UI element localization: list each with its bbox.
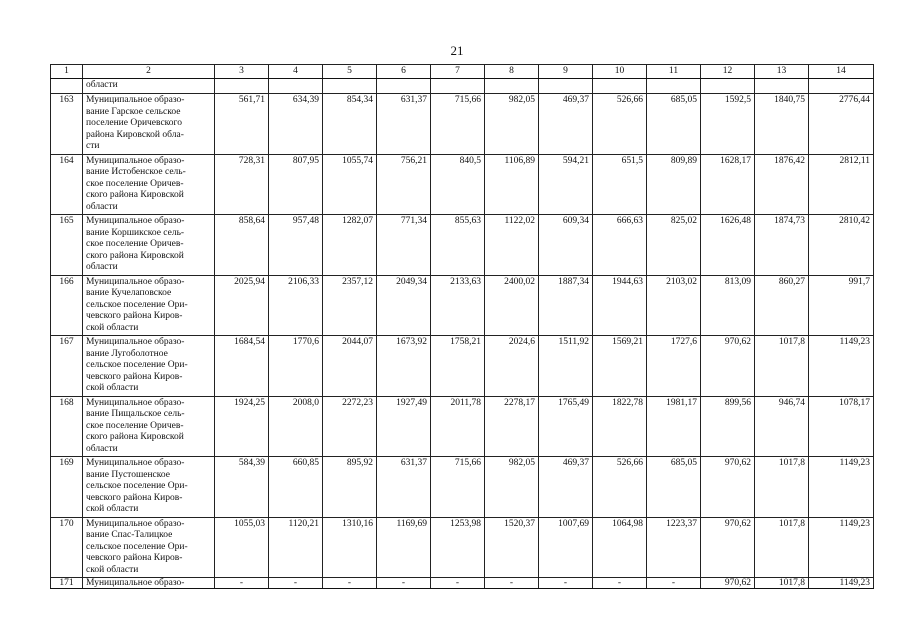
table-row bbox=[51, 578, 874, 589]
value-cell-col-5: 1310,16 bbox=[323, 517, 377, 578]
column-header-14: 14 bbox=[809, 65, 874, 79]
value-cell-col-5: 2044,07 bbox=[323, 336, 377, 397]
row-number: 170 bbox=[51, 517, 83, 578]
municipality-name: Муниципальное образо- вание Лугоболотное сельское поселение Ори- чевского района Киров- ской области bbox=[83, 336, 215, 397]
table-row bbox=[51, 154, 874, 215]
page-number: 21 bbox=[450, 43, 464, 58]
value-cell-col-9: 469,37 bbox=[539, 94, 593, 155]
value-cell-col-13: 1017,8 bbox=[755, 457, 809, 518]
value-cell-col-8: 982,05 bbox=[485, 457, 539, 518]
municipality-name: Муниципальное образо- вание Пищальское сель- ское поселение Оричев- ского района Кировской области bbox=[83, 396, 215, 457]
column-header-1: 1 bbox=[51, 65, 83, 79]
value-cell-col-3: 728,31 bbox=[215, 154, 269, 215]
column-header-6: 6 bbox=[377, 65, 431, 79]
value-cell-col-9: 609,34 bbox=[539, 215, 593, 276]
value-cell-col-4: 1120,21 bbox=[269, 517, 323, 578]
table-row bbox=[51, 396, 874, 457]
value-cell-col-7: 1253,98 bbox=[431, 517, 485, 578]
table-row bbox=[51, 517, 874, 578]
municipality-name: Муниципальное образо- вание Гарское сельское поселение Оричевского района Кировской обла- сти bbox=[83, 94, 215, 155]
value-cell-col-7: 1758,21 bbox=[431, 336, 485, 397]
value-cell-col-11: 1727,6 bbox=[647, 336, 701, 397]
value-cell-col-6: 1169,69 bbox=[377, 517, 431, 578]
municipality-name: Муниципальное образо- вание Спас-Талицкое сельское поселение Ори- чевского района Киров- ской области bbox=[83, 517, 215, 578]
value-cell-col-9: 1007,69 bbox=[539, 517, 593, 578]
row-number: 171 bbox=[51, 578, 83, 589]
value-cell-col-9: 469,37 bbox=[539, 457, 593, 518]
row-number: 165 bbox=[51, 215, 83, 276]
value-cell-col-14: 1149,23 bbox=[809, 457, 874, 518]
row-number: 163 bbox=[51, 94, 83, 155]
value-cell-col-3: - bbox=[215, 578, 269, 589]
value-cell-col-4: 807,95 bbox=[269, 154, 323, 215]
value-cell-col-14: 1149,23 bbox=[809, 578, 874, 589]
value-cell-col-11: 809,89 bbox=[647, 154, 701, 215]
value-cell-col-13: 946,74 bbox=[755, 396, 809, 457]
municipality-name: Муниципальное образо- вание Пустошенское сельское поселение Ори- чевского района Киров- ской области bbox=[83, 457, 215, 518]
value-cell-col-10: - bbox=[593, 578, 647, 589]
value-cell-col-12: 899,56 bbox=[701, 396, 755, 457]
table-row bbox=[51, 215, 874, 276]
value-cell-col-6: 631,37 bbox=[377, 457, 431, 518]
value-cell-col-13: 1017,8 bbox=[755, 517, 809, 578]
table-row bbox=[51, 457, 874, 518]
value-cell-col-6: 1927,49 bbox=[377, 396, 431, 457]
municipality-name: Муниципальное образо- вание Кучелаповское сельское поселение Ори- чевского района Киров- ской области bbox=[83, 275, 215, 336]
value-cell-col-8: 1106,89 bbox=[485, 154, 539, 215]
value-cell-col-10: 1569,21 bbox=[593, 336, 647, 397]
value-cell-col-4: 2008,0 bbox=[269, 396, 323, 457]
municipality-name: Муниципальное образо- bbox=[83, 578, 215, 589]
column-header-12: 12 bbox=[701, 65, 755, 79]
value-cell-col-5: 2357,12 bbox=[323, 275, 377, 336]
value-cell-col-10: 526,66 bbox=[593, 94, 647, 155]
table-body bbox=[51, 79, 874, 589]
value-cell-col-5: 895,92 bbox=[323, 457, 377, 518]
value-cell-col-6: 756,21 bbox=[377, 154, 431, 215]
row-number: 168 bbox=[51, 396, 83, 457]
value-cell-col-7: 715,66 bbox=[431, 457, 485, 518]
value-cell-col-13: 860,27 bbox=[755, 275, 809, 336]
value-cell-col-5: - bbox=[323, 578, 377, 589]
table-row bbox=[51, 94, 874, 155]
column-header-10: 10 bbox=[593, 65, 647, 79]
value-cell-col-5: 854,34 bbox=[323, 94, 377, 155]
value-cell-col-12: 970,62 bbox=[701, 336, 755, 397]
value-cell-col-11: 1981,17 bbox=[647, 396, 701, 457]
value-cell-col-5: 2272,23 bbox=[323, 396, 377, 457]
value-cell-col-9: 1887,34 bbox=[539, 275, 593, 336]
value-cell-col-6: - bbox=[377, 578, 431, 589]
value-cell-col-8: 2024,6 bbox=[485, 336, 539, 397]
municipality-name: Муниципальное образо- вание Коршикское сель- ское поселение Оричев- ского района Кировской области bbox=[83, 215, 215, 276]
value-cell-col-11: 825,02 bbox=[647, 215, 701, 276]
value-cell-col-4: 957,48 bbox=[269, 215, 323, 276]
value-cell-col-4: - bbox=[269, 578, 323, 589]
value-cell-col-11: 1223,37 bbox=[647, 517, 701, 578]
value-cell-col-12: 1628,17 bbox=[701, 154, 755, 215]
column-header-13: 13 bbox=[755, 65, 809, 79]
row-number: 169 bbox=[51, 457, 83, 518]
value-cell-col-14: 2812,11 bbox=[809, 154, 874, 215]
value-cell-col-10: 1064,98 bbox=[593, 517, 647, 578]
value-cell-col-12: 970,62 bbox=[701, 578, 755, 589]
value-cell-col-8: - bbox=[485, 578, 539, 589]
value-cell-col-14: 1078,17 bbox=[809, 396, 874, 457]
value-cell-col-6: 1673,92 bbox=[377, 336, 431, 397]
value-cell-col-6: 631,37 bbox=[377, 94, 431, 155]
value-cell-col-3: 584,39 bbox=[215, 457, 269, 518]
value-cell-col-5: 1055,74 bbox=[323, 154, 377, 215]
value-cell-col-13: 1840,75 bbox=[755, 94, 809, 155]
value-cell-col-7: 855,63 bbox=[431, 215, 485, 276]
value-cell-col-3: 858,64 bbox=[215, 215, 269, 276]
row-number: 167 bbox=[51, 336, 83, 397]
value-cell-col-7: 715,66 bbox=[431, 94, 485, 155]
value-cell-col-14: 2810,42 bbox=[809, 215, 874, 276]
value-cell-col-10: 1822,78 bbox=[593, 396, 647, 457]
value-cell-col-3: 1684,54 bbox=[215, 336, 269, 397]
value-cell-col-11: 685,05 bbox=[647, 457, 701, 518]
value-cell-col-14: 1149,23 bbox=[809, 517, 874, 578]
value-cell-col-4: 2106,33 bbox=[269, 275, 323, 336]
value-cell-col-3: 1055,03 bbox=[215, 517, 269, 578]
value-cell-col-13: 1017,8 bbox=[755, 336, 809, 397]
value-cell-col-10: 526,66 bbox=[593, 457, 647, 518]
value-cell-col-3: 1924,25 bbox=[215, 396, 269, 457]
value-cell-col-13: 1017,8 bbox=[755, 578, 809, 589]
column-header-7: 7 bbox=[431, 65, 485, 79]
value-cell-col-10: 651,5 bbox=[593, 154, 647, 215]
value-cell-col-12: 970,62 bbox=[701, 517, 755, 578]
value-cell-col-10: 666,63 bbox=[593, 215, 647, 276]
continuation-num-cell bbox=[51, 79, 83, 94]
value-cell-col-12: 970,62 bbox=[701, 457, 755, 518]
table-header-row bbox=[51, 65, 874, 79]
value-cell-col-8: 2400,02 bbox=[485, 275, 539, 336]
value-cell-col-11: 2103,02 bbox=[647, 275, 701, 336]
value-cell-col-12: 1592,5 bbox=[701, 94, 755, 155]
value-cell-col-9: 594,21 bbox=[539, 154, 593, 215]
value-cell-col-4: 660,85 bbox=[269, 457, 323, 518]
column-header-8: 8 bbox=[485, 65, 539, 79]
table-row bbox=[51, 275, 874, 336]
row-number: 166 bbox=[51, 275, 83, 336]
value-cell-col-3: 2025,94 bbox=[215, 275, 269, 336]
value-cell-col-12: 813,09 bbox=[701, 275, 755, 336]
continuation-row bbox=[51, 79, 874, 94]
value-cell-col-9: 1765,49 bbox=[539, 396, 593, 457]
value-cell-col-7: 2133,63 bbox=[431, 275, 485, 336]
column-header-5: 5 bbox=[323, 65, 377, 79]
value-cell-col-14: 2776,44 bbox=[809, 94, 874, 155]
value-cell-col-14: 1149,23 bbox=[809, 336, 874, 397]
value-cell-col-7: 840,5 bbox=[431, 154, 485, 215]
value-cell-col-8: 982,05 bbox=[485, 94, 539, 155]
value-cell-col-11: - bbox=[647, 578, 701, 589]
value-cell-col-8: 2278,17 bbox=[485, 396, 539, 457]
value-cell-col-8: 1122,02 bbox=[485, 215, 539, 276]
column-header-3: 3 bbox=[215, 65, 269, 79]
row-number: 164 bbox=[51, 154, 83, 215]
value-cell-col-13: 1874,73 bbox=[755, 215, 809, 276]
value-cell-col-3: 561,71 bbox=[215, 94, 269, 155]
value-cell-col-10: 1944,63 bbox=[593, 275, 647, 336]
value-cell-col-4: 1770,6 bbox=[269, 336, 323, 397]
value-cell-col-6: 771,34 bbox=[377, 215, 431, 276]
value-cell-col-7: - bbox=[431, 578, 485, 589]
value-cell-col-8: 1520,37 bbox=[485, 517, 539, 578]
tariff-table bbox=[50, 64, 874, 589]
column-header-2: 2 bbox=[83, 65, 215, 79]
value-cell-col-14: 991,7 bbox=[809, 275, 874, 336]
continuation-text: области bbox=[83, 79, 215, 94]
value-cell-col-9: - bbox=[539, 578, 593, 589]
value-cell-col-9: 1511,92 bbox=[539, 336, 593, 397]
table-row bbox=[51, 336, 874, 397]
column-header-11: 11 bbox=[647, 65, 701, 79]
column-header-9: 9 bbox=[539, 65, 593, 79]
value-cell-col-11: 685,05 bbox=[647, 94, 701, 155]
value-cell-col-7: 2011,78 bbox=[431, 396, 485, 457]
municipality-name: Муниципальное образо- вание Истобенское сель- ское поселение Оричев- ского района Кировской области bbox=[83, 154, 215, 215]
value-cell-col-6: 2049,34 bbox=[377, 275, 431, 336]
value-cell-col-13: 1876,42 bbox=[755, 154, 809, 215]
value-cell-col-5: 1282,07 bbox=[323, 215, 377, 276]
column-header-4: 4 bbox=[269, 65, 323, 79]
value-cell-col-4: 634,39 bbox=[269, 94, 323, 155]
value-cell-col-12: 1626,48 bbox=[701, 215, 755, 276]
